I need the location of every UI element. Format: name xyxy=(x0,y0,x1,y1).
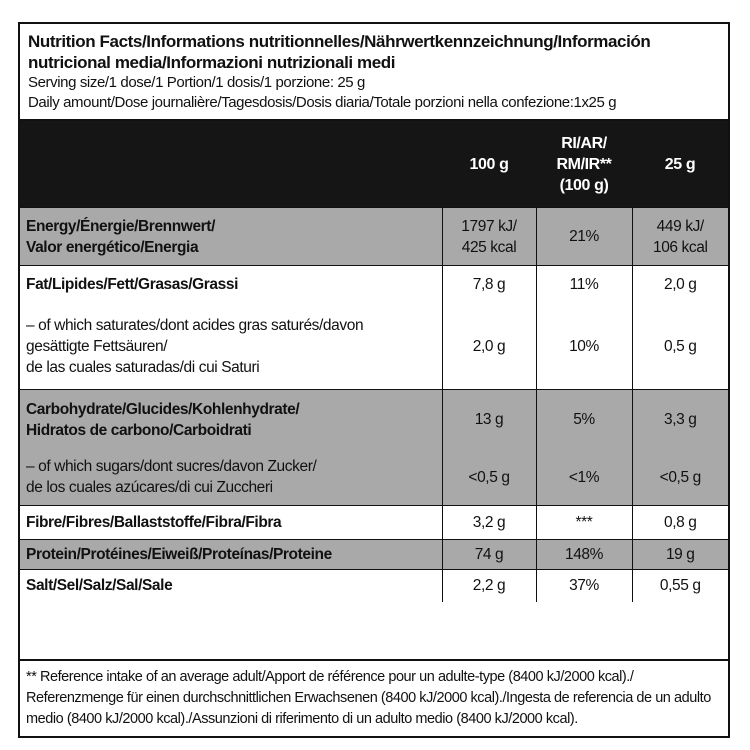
column-header-100g: 100 g xyxy=(442,121,536,208)
value-ri-percent xyxy=(536,304,632,390)
table-row xyxy=(20,450,728,506)
value-per-100g xyxy=(442,390,536,450)
label-title-line1: Nutrition Facts/Informations nutritionnelles/Nährwertkennzeichnung/Información xyxy=(28,32,651,51)
value-per-100g-line: 74 g xyxy=(474,546,504,563)
value-ri-percent-line: 10% xyxy=(569,337,599,355)
value-ri-percent-line: 37% xyxy=(569,577,599,595)
nutrient-name xyxy=(20,506,442,540)
value-ri-percent-line: *** xyxy=(575,514,593,531)
nutrient-name xyxy=(20,208,442,266)
value-per-100g xyxy=(442,506,536,540)
value-ri-percent xyxy=(536,390,632,450)
value-per-25g xyxy=(632,450,728,506)
table-row xyxy=(20,266,728,304)
value-per-100g-line: 425 kcal xyxy=(461,238,517,256)
nutrient-name-line: de los cuales azúcares/di cui Zuccheri xyxy=(26,479,273,497)
daily-amount: Daily amount/Dose journalière/Tagesdosis/Dosis diaria/Totale porzioni nella confezione:1x25 g xyxy=(28,94,617,111)
table-row xyxy=(20,390,728,450)
nutrient-name-line: Protein/Protéines/Eiweiß/Proteínas/Proteine xyxy=(26,546,332,563)
table-row xyxy=(20,570,728,602)
ri-header-line1: RI/AR/ xyxy=(561,134,607,152)
value-ri-percent-line: 21% xyxy=(569,228,599,245)
value-per-100g xyxy=(442,304,536,390)
value-per-100g-line: 3,2 g xyxy=(472,514,506,531)
column-header-25g: 25 g xyxy=(632,121,728,208)
table-row xyxy=(20,506,728,540)
value-per-25g xyxy=(632,506,728,540)
value-per-25g-line: 106 kcal xyxy=(652,238,708,256)
value-per-25g-line: 19 g xyxy=(665,546,695,563)
value-per-25g xyxy=(632,390,728,450)
nutrient-name xyxy=(20,570,442,602)
nutrition-table-body xyxy=(20,208,728,602)
table-row xyxy=(20,208,728,266)
nutrient-name-line: gesättigte Fettsäuren/ xyxy=(26,337,168,355)
value-per-100g-line: 7,8 g xyxy=(472,276,506,294)
value-per-100g-line: <0,5 g xyxy=(468,468,510,486)
value-per-100g xyxy=(442,450,536,506)
nutrient-name-line: Fibre/Fibres/Ballaststoffe/Fibra/Fibra xyxy=(26,514,282,531)
serving-size: Serving size/1 dose/1 Portion/1 dosis/1 porzione: 25 g xyxy=(28,74,365,91)
nutrient-name xyxy=(20,266,442,304)
value-ri-percent xyxy=(536,266,632,304)
table-header-row xyxy=(20,121,728,208)
value-ri-percent-line: 11% xyxy=(569,276,599,294)
ri-header-line2: RM/IR** xyxy=(556,155,612,173)
value-per-25g-line: 449 kJ/ xyxy=(656,217,704,235)
nutrient-name-line: – of which sugars/dont sucres/davon Zucker/ xyxy=(26,458,317,476)
ri-header-line3: (100 g) xyxy=(559,176,609,194)
value-per-25g-line: 2,0 g xyxy=(664,276,697,294)
table-row xyxy=(20,540,728,570)
nutrient-name xyxy=(20,304,442,390)
value-per-100g-line: 2,2 g xyxy=(472,577,506,595)
value-per-25g xyxy=(632,304,728,390)
value-per-100g xyxy=(442,208,536,266)
value-per-100g-line: 2,0 g xyxy=(472,337,506,355)
value-ri-percent xyxy=(536,450,632,506)
value-per-100g xyxy=(442,266,536,304)
value-ri-percent-line: 148% xyxy=(564,546,604,563)
table-row xyxy=(20,304,728,390)
label-header xyxy=(20,24,728,121)
value-per-25g xyxy=(632,208,728,266)
value-per-25g-line: 0,5 g xyxy=(664,337,697,355)
value-per-25g xyxy=(632,570,728,602)
header-blank-cell xyxy=(20,121,442,208)
value-per-25g-line: 0,8 g xyxy=(664,514,697,531)
nutrient-name xyxy=(20,450,442,506)
value-per-100g xyxy=(442,540,536,570)
value-per-100g xyxy=(442,570,536,602)
nutrient-name-line: Salt/Sel/Salz/Sal/Sale xyxy=(26,577,173,595)
value-per-100g-line: 13 g xyxy=(474,411,504,429)
value-ri-percent xyxy=(536,208,632,266)
value-ri-percent xyxy=(536,570,632,602)
nutrient-name-line: Energy/Énergie/Brennwert/ xyxy=(26,217,215,235)
value-per-25g-line: 3,3 g xyxy=(664,411,697,429)
value-ri-percent-line: 5% xyxy=(573,411,595,429)
nutrient-name-line: de las cuales saturadas/di cui Saturi xyxy=(26,358,260,376)
value-ri-percent-line: <1% xyxy=(568,468,600,486)
value-per-25g xyxy=(632,540,728,570)
nutrient-name-line: Valor energético/Energia xyxy=(26,238,199,256)
value-ri-percent xyxy=(536,540,632,570)
value-per-25g-line: <0,5 g xyxy=(659,468,701,486)
nutrient-name xyxy=(20,390,442,450)
nutrition-table xyxy=(20,121,728,602)
nutrient-name xyxy=(20,540,442,570)
label-title-line2: nutricional media/Informazioni nutrizionali medi xyxy=(28,53,396,72)
nutrition-label xyxy=(18,22,730,738)
footnote: ** Reference intake of an average adult/Apport de référence pour un adulte-type (8400 kJ/2000 kcal)./ Referenzmenge für einen durchschnittlichen Erwachsenen (8400 kJ/2000 kcal)./Ingesta de referencia de un adulto medio (8400 kJ/2000 kcal)./Assunzioni di riferimento di un adulto medio (8400 kJ/2000 kcal). xyxy=(20,659,728,736)
value-per-25g-line: 0,55 g xyxy=(659,577,701,595)
value-per-25g xyxy=(632,266,728,304)
column-header-ri xyxy=(536,121,632,208)
nutrient-name-line: Carbohydrate/Glucides/Kohlenhydrate/ xyxy=(26,400,300,418)
value-ri-percent xyxy=(536,506,632,540)
nutrient-name-line: – of which saturates/dont acides gras saturés/davon xyxy=(26,316,364,334)
value-per-100g-line: 1797 kJ/ xyxy=(461,217,517,235)
nutrient-name-line: Hidratos de carbono/Carboidrati xyxy=(26,421,252,439)
nutrient-name-line: Fat/Lipides/Fett/Grasas/Grassi xyxy=(26,276,238,294)
